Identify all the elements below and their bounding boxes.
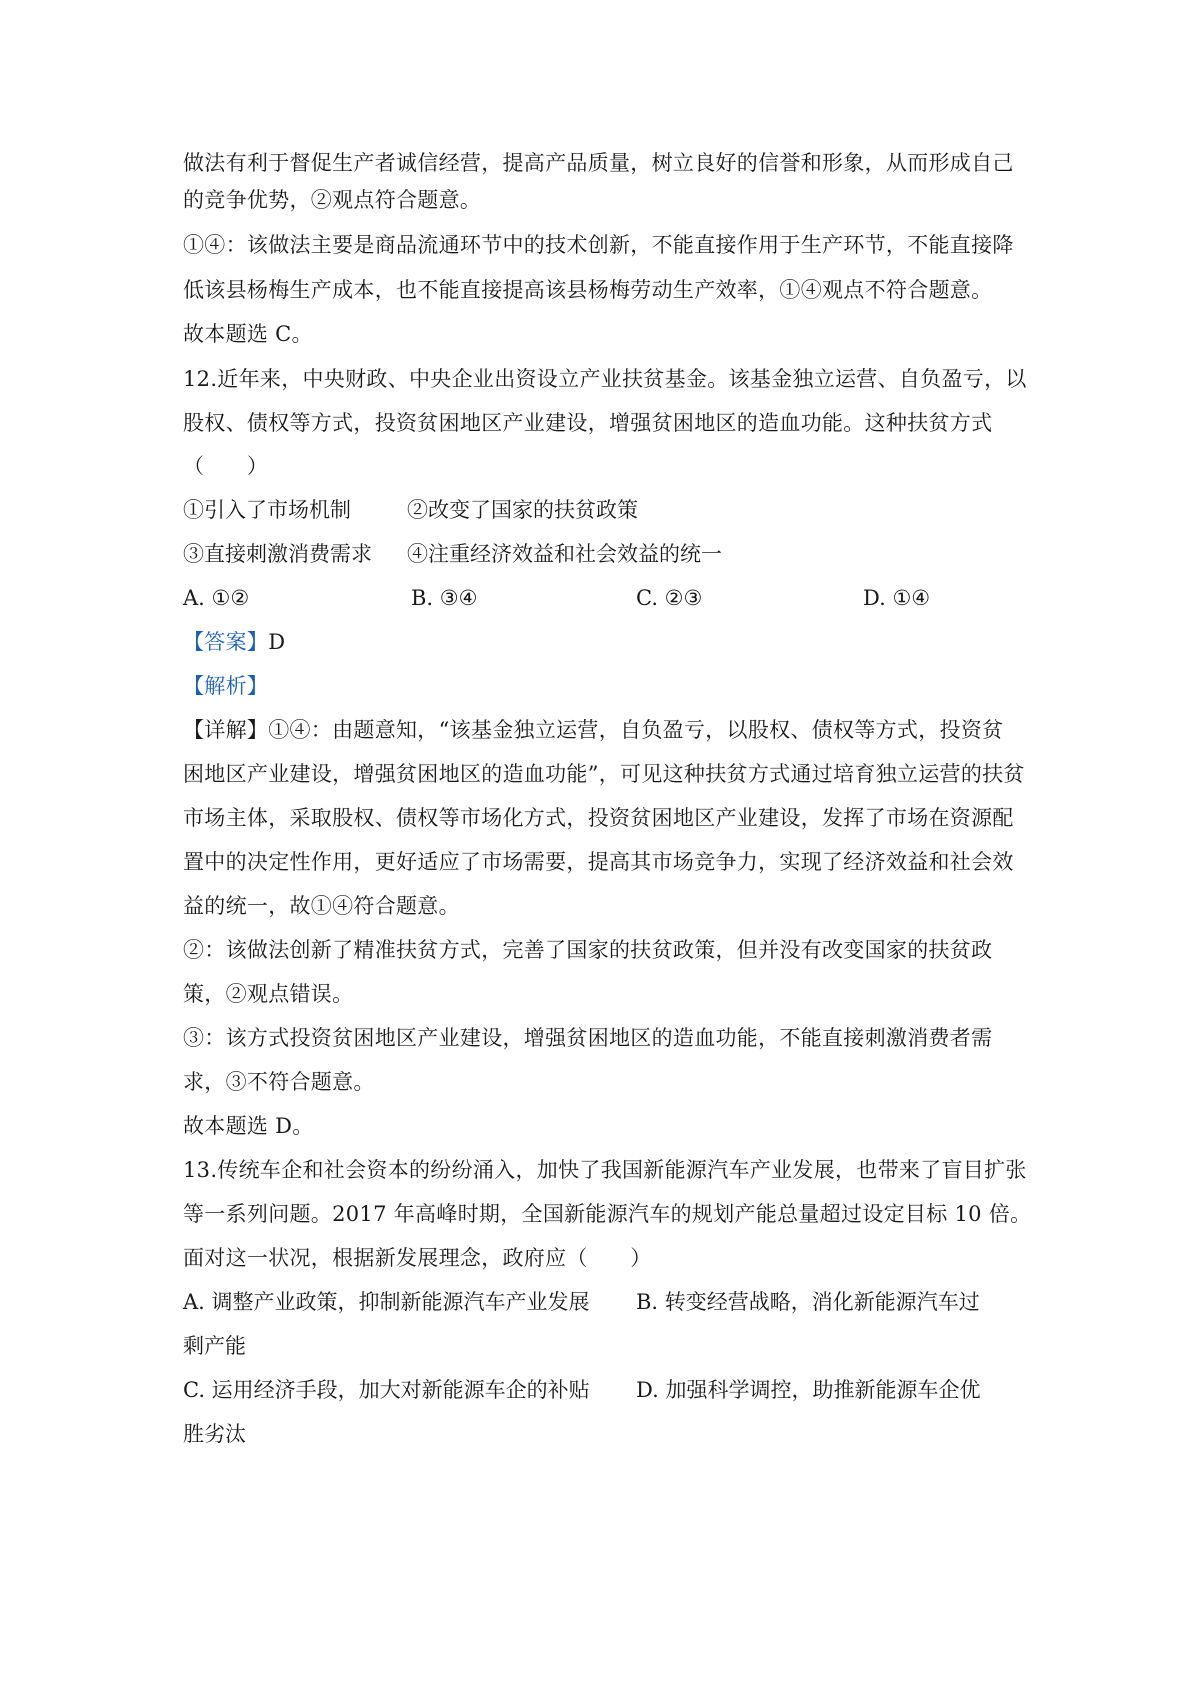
q12-blank-parens: （ ）	[183, 454, 269, 478]
q12-option-c: C. ②③	[636, 586, 703, 610]
prev-conclusion: 故本题选 C。	[183, 322, 313, 346]
q13-stem-line-1: 13.传统车企和社会资本的纷纷涌入，加快了我国新能源汽车产业发展，也带来了盲目扩张	[183, 1158, 1027, 1182]
q12-detail-line-1: 【详解】①④：由题意知，“该基金独立运营，自负盈亏，以股权、债权等方式，投资贫	[183, 718, 1004, 742]
q12-detail-line-7: 策，②观点错误。	[183, 982, 354, 1006]
q12-detail-line-2: 困地区产业建设，增强贫困地区的造血功能”，可见这种扶贫方式通过培育独立运营的扶贫	[183, 762, 1025, 786]
q13-option-d-cont: 胜劣汰	[183, 1422, 246, 1446]
q12-stem-line-2: 股权、债权等方式，投资贫困地区产业建设，增强贫困地区的造血功能。这种扶贫方式	[183, 411, 993, 435]
q12-item-4: ④注重经济效益和社会效益的统一	[407, 542, 722, 566]
q12-stem-line-1: 12.近年来，中央财政、中央企业出资设立产业扶贫基金。该基金独立运营、自负盈亏，以	[183, 367, 1027, 391]
q12-detail-line-3: 市场主体，采取股权、债权等市场化方式，投资贫困地区产业建设，发挥了市场在资源配	[183, 806, 1014, 830]
q12-conclusion: 故本题选 D。	[183, 1114, 314, 1138]
prev-analysis-line-2: 的竞争优势，②观点符合题意。	[183, 188, 482, 212]
q12-item-2: ②改变了国家的扶贫政策	[407, 498, 638, 522]
prev-analysis-line-4: 低该县杨梅生产成本，也不能直接提高该县杨梅劳动生产效率，①④观点不符合题意。	[183, 278, 993, 302]
analysis-label: 【解析】	[183, 674, 269, 698]
q12-option-b: B. ③④	[411, 586, 478, 610]
q12-item-3: ③直接刺激消费需求	[183, 542, 372, 566]
q13-stem-line-2: 等一系列问题。2017 年高峰时期，全国新能源汽车的规划产能总量超过设定目标 10 倍。	[183, 1202, 1032, 1226]
q12-detail-line-5: 益的统一，故①④符合题意。	[183, 894, 460, 918]
q13-option-b: B. 转变经营战略，消化新能源汽车过	[636, 1290, 980, 1314]
q12-detail-line-4: 置中的决定性作用，更好适应了市场需要，提高其市场竞争力，实现了经济效益和社会效	[183, 850, 1014, 874]
answer-label: 【答案】	[183, 630, 269, 654]
q13-option-b-cont: 剩产能	[183, 1334, 246, 1358]
q13-stem-line-3: 面对这一状况，根据新发展理念，政府应（ ）	[183, 1246, 652, 1270]
q12-detail-line-8: ③：该方式投资贫困地区产业建设，增强贫困地区的造血功能，不能直接刺激消费者需	[183, 1026, 993, 1050]
q13-option-a: A. 调整产业政策，抑制新能源汽车产业发展	[183, 1290, 590, 1314]
q12-option-a: A. ①②	[183, 586, 250, 610]
q12-item-1: ①引入了市场机制	[183, 498, 351, 522]
q13-option-c: C. 运用经济手段，加大对新能源车企的补贴	[183, 1378, 590, 1402]
q12-answer-row	[183, 627, 285, 657]
answer-value: D	[268, 630, 286, 654]
prev-analysis-line-3: ①④：该做法主要是商品流通环节中的技术创新，不能直接作用于生产环节，不能直接降	[183, 233, 1014, 257]
q12-option-d: D. ①④	[863, 586, 931, 610]
q13-option-d: D. 加强科学调控，助推新能源车企优	[636, 1378, 981, 1402]
q12-detail-line-9: 求，③不符合题意。	[183, 1070, 375, 1094]
prev-analysis-line-1: 做法有利于督促生产者诚信经营，提高产品质量，树立良好的信誉和形象，从而形成自己	[183, 151, 1014, 175]
q12-detail-line-6: ②：该做法创新了精准扶贫方式，完善了国家的扶贫政策，但并没有改变国家的扶贫政	[183, 938, 993, 962]
